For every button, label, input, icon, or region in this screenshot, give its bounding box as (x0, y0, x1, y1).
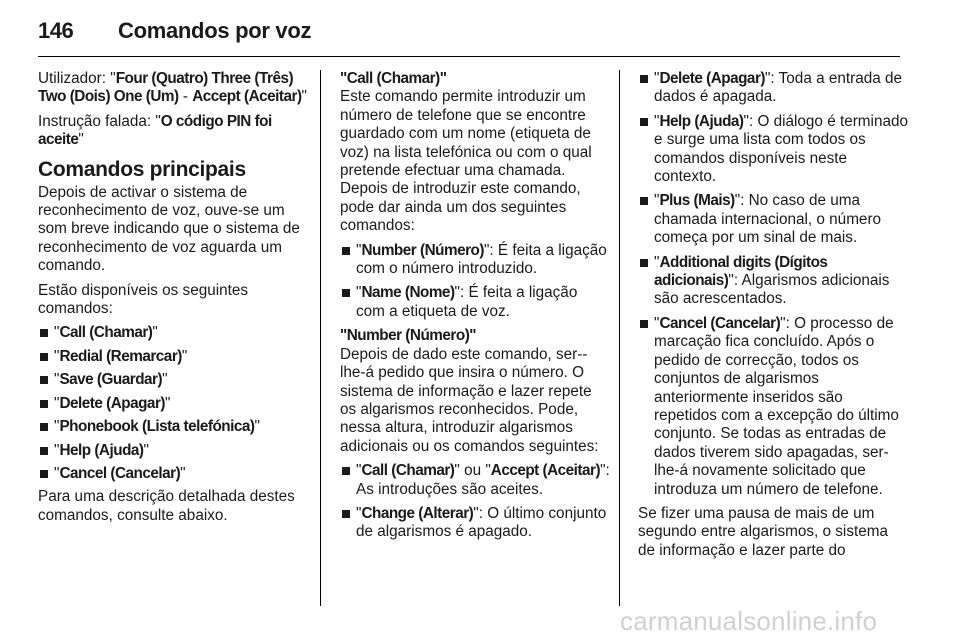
bold-fragment: Four (Quatro) Three (Três) Two (Dois) One (Um) (38, 70, 294, 106)
header-rule (38, 56, 900, 57)
column-1 (38, 70, 308, 531)
command-label: Save (Guardar) (59, 371, 163, 389)
list-item: "Additional digits (Dígitos adicionais)": Algarismos adicionais são acrescentados. (638, 254, 908, 309)
call-paragraph: Este comando permite introduzir um número de telefone que se encontre guardado com um nome (etiqueta de voz) na lista telefónica ou com o qual pretende efectuar uma chamada. Depois de introduzir este comando, pode dar ainda um dos seguintes comandos: (340, 88, 592, 235)
bold-fragment: Accept (Aceitar) (192, 88, 302, 106)
command-label: Phonebook (Lista telefónica) (59, 418, 255, 436)
bold-fragment: Plus (Mais) (659, 192, 735, 210)
bold-fragment: Accept (Aceitar) (490, 462, 601, 480)
text-fragment: ": No caso de uma chamada internacional, o número começa por um sinal de mais. (654, 192, 882, 247)
text-fragment: ": Algarismos adicionais são acrescentados. (654, 272, 890, 308)
text-fragment: ": O diálogo é terminado e surge uma lista com todos os comandos disponíveis neste contexto. (654, 112, 908, 186)
bold-fragment: Help (Ajuda) (659, 112, 744, 130)
bold-fragment: Name (Nome) (361, 284, 455, 302)
number-paragraph: Depois de dado este comando, ser--lhe-á pedido que insira o número. O sistema de informação e lazer repete os algarismos reconhecidos. Pode, nessa altura, introduzir algarismos adicionais ou os comandos seguintes: (340, 345, 599, 455)
text-fragment: Instrução falada: " (38, 112, 161, 130)
command-list (38, 324, 308, 483)
command-item: "Phonebook (Lista telefónica)" (38, 418, 308, 436)
closing-paragraph: Para uma descrição detalhada destes comandos, consulte abaixo. (38, 488, 295, 524)
text-fragment: " (301, 88, 307, 106)
list-item: "Plus (Mais)": No caso de uma chamada internacional, o número começa por um sinal de mais. (638, 192, 908, 247)
command-label: Call (Chamar) (59, 324, 153, 342)
column-2 (340, 70, 610, 548)
command-item: "Help (Ajuda)" (38, 442, 308, 460)
text-fragment: " ou " (454, 462, 491, 480)
text-fragment: - (178, 88, 193, 106)
bold-fragment: Call (Chamar) (361, 462, 455, 480)
watermark: carmanualsonline.info (620, 606, 878, 636)
bold-fragment: Number (Número) (361, 241, 484, 259)
command-item: "Save (Guardar)" (38, 371, 308, 389)
list-item: "Number (Número)": É feita a ligação com o número introduzido. (340, 242, 610, 279)
command-item: "Redial (Remarcar)" (38, 348, 308, 366)
command-label: Redial (Remarcar) (59, 347, 182, 365)
text-fragment: ": Toda a entrada de dados é apagada. (654, 70, 902, 106)
command-item: "Delete (Apagar)" (38, 395, 308, 413)
column-divider-2 (619, 70, 620, 606)
text-fragment: " (78, 131, 84, 149)
page-header (38, 14, 898, 54)
command-label: Cancel (Cancelar) (59, 464, 181, 482)
text-fragment: ": O processo de marcação fica concluído. Após o pedido de correcção, todos os conjuntos de algarismos anteriormente inseridos são repetidos com a excepção do último conjunto. Se todas as entradas de dados tiverem sido apagadas, ser-lhe-á novamente solicitado que introduza um número de telefone. (654, 314, 899, 498)
bold-fragment: Cancel (Cancelar) (659, 314, 781, 332)
available-commands-paragraph: Estão disponíveis os seguintes comandos: (38, 281, 249, 318)
list-item: "Change (Alterar)": O último conjunto de algarismos é apagado. (340, 505, 610, 542)
list-item: "Delete (Apagar)": Toda a entrada de dados é apagada. (638, 70, 908, 107)
command-item: "Call (Chamar)" (38, 324, 308, 342)
spoken-instruction-paragraph (38, 113, 308, 150)
text-fragment: Utilizador: " (38, 70, 116, 87)
page-number: 146 (38, 18, 74, 43)
list-item: "Help (Ajuda)": O diálogo é terminado e surge uma lista com todos os comandos disponíveis neste contexto. (638, 113, 908, 187)
intro-paragraph: Depois de activar o sistema de reconhecimento de voz, ouve-se um som breve indicando que o sistema de reconhecimento de voz aguarda um comando. (38, 183, 300, 275)
call-heading: "Call (Chamar)" (340, 70, 447, 87)
list-item: "Cancel (Cancelar)": O processo de marcação fica concluído. Após o pedido de correcção, todos os conjuntos de algarismos anteriormente inseridos são repetidos com a excepção do último conjunto. Se todas as entradas de dados tiverem sido apagadas, ser-lhe-á novamente solicitado que introduza um número de telefone. (638, 315, 908, 499)
command-item: "Cancel (Cancelar)" (38, 465, 308, 483)
column-3 (638, 70, 908, 566)
text-fragment: ": É feita a ligação com o número introduzido. (356, 241, 607, 278)
page-title: Comandos por voz (118, 18, 312, 43)
command-label: Help (Ajuda) (59, 441, 144, 459)
text-fragment: ": O último conjunto de algarismos é apagado. (356, 504, 607, 541)
command-label: Delete (Apagar) (59, 394, 165, 412)
pause-paragraph: Se fizer uma pausa de mais de um segundo entre algarismos, o sistema de informação e lazer parte do (638, 504, 888, 559)
bold-fragment: Additional digits (Dígitos adicionais) (654, 253, 828, 290)
list-item: "Name (Nome)": É feita a ligação com a etiqueta de voz. (340, 284, 610, 321)
bold-fragment: O código PIN foi aceite (38, 112, 272, 149)
bold-fragment: Change (Alterar) (361, 504, 474, 522)
column-divider-1 (320, 70, 321, 606)
section-heading: Comandos principais (38, 157, 246, 181)
number-heading: "Number (Número)" (340, 327, 477, 345)
text-fragment: ": É feita a ligação com a etiqueta de voz. (356, 284, 578, 320)
user-says-paragraph (38, 70, 308, 107)
list-item: "Call (Chamar)" ou "Accept (Aceitar)": As introduções são aceites. (340, 462, 610, 499)
bold-fragment: Delete (Apagar) (659, 70, 765, 87)
text-fragment: ": As introduções são aceites. (356, 462, 610, 498)
